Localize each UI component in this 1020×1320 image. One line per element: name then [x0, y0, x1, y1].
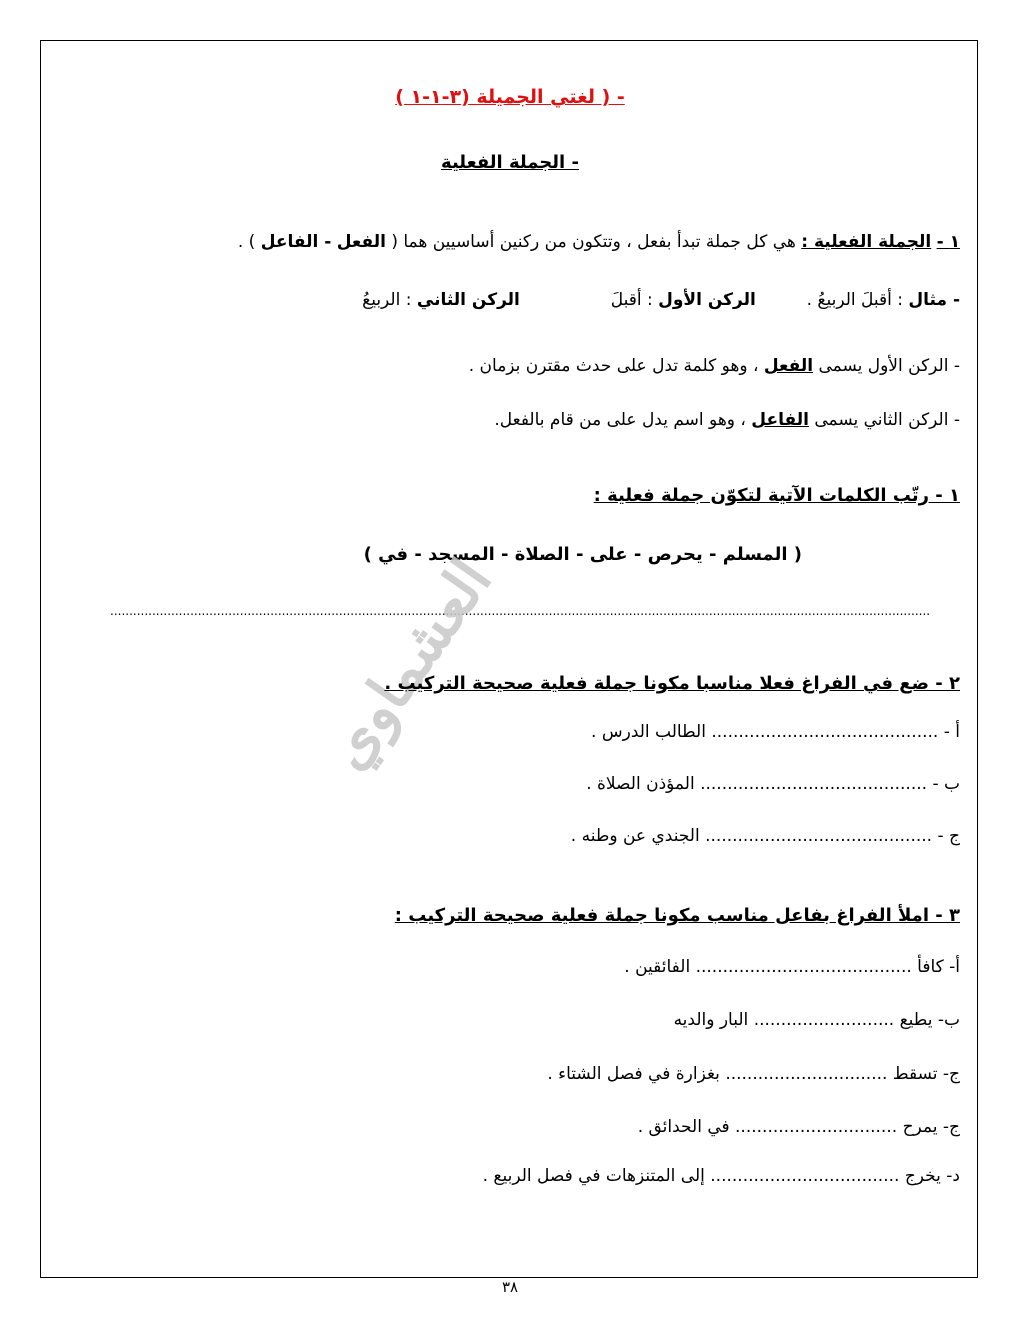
- exercise3-item-1-label: أ- كافأ: [917, 957, 960, 977]
- definition-num: ١ -: [936, 232, 960, 252]
- exercise1-heading: [594, 485, 960, 506]
- example-label: - مثال: [908, 290, 960, 310]
- exercise3-item-4-rest: في الحدائق .: [637, 1117, 736, 1137]
- exercise3-item-5-rest: إلى المتنزهات في فصل الربيع .: [482, 1166, 711, 1186]
- exercise3-item-5-label: د- يخرج: [904, 1166, 960, 1186]
- definition-end: ) .: [237, 232, 256, 252]
- exercise3-item-3-label: ج- تسقط: [892, 1064, 960, 1084]
- exercise2-item-c: [571, 826, 960, 846]
- explain-line-1: [469, 356, 960, 376]
- section-subtitle: [0, 152, 1020, 173]
- example-sentence: : أقبلَ الربيعُ .: [806, 290, 904, 310]
- explain1-pre: - الركن الأول يسمى: [813, 356, 960, 376]
- example-second-val: : الربيعُ: [362, 290, 412, 310]
- explain1-post: ، وهو كلمة تدل على حدث مقترن بزمان .: [468, 356, 764, 376]
- subtitle-text: - الجملة الفعلية: [441, 152, 579, 173]
- exercise1-answer-dots: .......................................................................................................................................................................................................................: [110, 604, 931, 618]
- exercise3-item-4: [638, 1117, 960, 1137]
- explain1-key: الفعل: [763, 356, 814, 376]
- explain2-key: الفاعل: [751, 410, 809, 430]
- page-number: ٣٨: [501, 1278, 519, 1296]
- exercise3-item-2-label: ب- يطيع: [899, 1010, 960, 1030]
- exercise3-item-1-blank[interactable]: ........................................: [695, 957, 912, 977]
- definition-text: هي كل جملة تبدأ بفعل ، وتتكون من ركنين أساسيين هما (: [391, 232, 796, 252]
- example-line: [362, 290, 960, 310]
- exercise3-item-5-blank[interactable]: ...................................: [710, 1166, 900, 1186]
- definition-sep: -: [318, 232, 332, 252]
- exercise3-item-5: [483, 1166, 960, 1186]
- exercise3-item-2-rest: البار والديه: [673, 1010, 754, 1030]
- definition-fi3l: الفعل: [336, 232, 386, 252]
- exercise2-item-a-blank[interactable]: ..........................................: [711, 722, 939, 742]
- exercise3-item-4-blank[interactable]: ..............................: [735, 1117, 898, 1137]
- exercise1-heading-text: ١ - رتّب الكلمات الآتية لتكوّن جملة فعلية :: [593, 485, 960, 506]
- definition-fa3il: الفاعل: [260, 232, 319, 252]
- exercise1-words: [364, 544, 802, 565]
- example-first-label: الركن الأول: [658, 290, 756, 310]
- exercise3-item-2-blank[interactable]: ..........................: [753, 1010, 895, 1030]
- exercise3-item-3-rest: بغزارة في فصل الشتاء .: [547, 1064, 726, 1084]
- explain2-post: ، وهو اسم يدل على من قام بالفعل.: [494, 410, 752, 430]
- exercise2-item-b-rest: المؤذن الصلاة .: [586, 774, 701, 794]
- exercise3-item-3-blank[interactable]: ..............................: [725, 1064, 888, 1084]
- exercise3-item-3: [547, 1064, 960, 1084]
- exercise2-item-b-blank[interactable]: ..........................................: [700, 774, 928, 794]
- exercise3-item-1-rest: الفائقين .: [624, 957, 696, 977]
- definition-line: [238, 232, 960, 252]
- exercise1-words-text: ( المسلم - يحرص - على - الصلاة - المسجد - في ): [363, 544, 802, 565]
- example-first-val: : أقبلَ: [610, 290, 653, 310]
- exercise3-item-2: [674, 1010, 960, 1030]
- exercise2-item-a: [591, 722, 960, 742]
- exercise3-item-1: [624, 957, 960, 977]
- exercise3-heading: [395, 905, 960, 926]
- page-title: [0, 86, 1020, 108]
- exercise2-item-c-label: ج -: [937, 826, 960, 846]
- page-title-text: - ( لغتي الجميلة (٣-١-١ ): [395, 86, 625, 108]
- exercise2-item-a-label: أ -: [943, 722, 960, 742]
- explain2-pre: - الركن الثاني يسمى: [808, 410, 960, 430]
- explain-line-2: [494, 410, 960, 430]
- exercise2-heading-text: ٢ - ضع في الفراغ فعلا مناسبا مكونا جملة فعلية صحيحة التركيب .: [384, 673, 960, 694]
- exercise3-item-4-label: ج- يمرح: [902, 1117, 960, 1137]
- exercise2-item-c-blank[interactable]: ..........................................: [705, 826, 933, 846]
- exercise2-heading: [384, 673, 960, 694]
- exercise2-item-c-rest: الجندي عن وطنه .: [570, 826, 706, 846]
- exercise2-item-b: [586, 774, 960, 794]
- watermark: العشماوي: [312, 547, 505, 782]
- exercise2-item-b-label: ب -: [932, 774, 960, 794]
- definition-term: الجملة الفعلية :: [801, 232, 932, 252]
- exercise3-heading-text: ٣ - املأ الفراغ بفاعل مناسب مكونا جملة فعلية صحيحة التركيب :: [394, 905, 960, 926]
- example-second-label: الركن الثاني: [416, 290, 520, 310]
- exercise2-item-a-rest: الطالب الدرس .: [591, 722, 712, 742]
